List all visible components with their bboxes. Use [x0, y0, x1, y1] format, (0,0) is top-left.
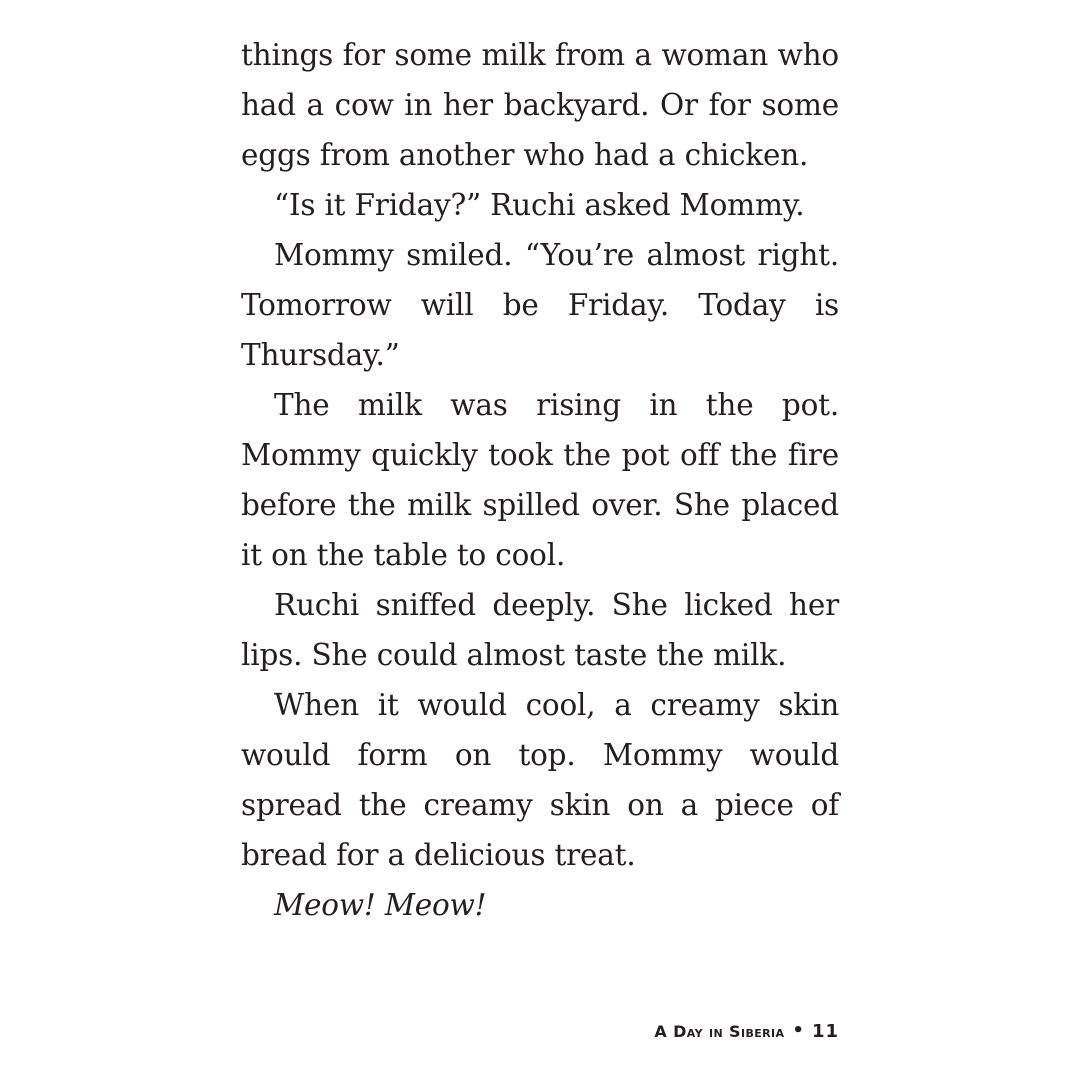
paragraph-continued: things for some milk from a woman who had a cow in her backyard. Or for some eggs from another who had a chicken.	[241, 38, 839, 172]
paragraph-meow: Meow! Meow!	[274, 888, 487, 922]
paragraph-mommy-reply: Mommy smiled. “You’re almost right. Tomorrow will be Friday. Today is Thursday.”	[241, 238, 839, 372]
page-footer	[654, 1016, 839, 1046]
separator-bullet: •	[792, 1020, 804, 1041]
running-title: A Day in Siberia	[654, 1021, 785, 1041]
paragraph-creamy-skin: When it would cool, a creamy skin would form on top. Mommy would spread the creamy skin on a piece of bread for a delicious treat.	[241, 688, 839, 872]
body-text	[241, 30, 839, 930]
paragraph-milk-rising: The milk was rising in the pot. Mommy quickly took the pot off the fire before the milk spilled over. She placed it on the table to cool.	[241, 388, 839, 572]
page-number: 11	[811, 1020, 839, 1042]
paragraph-dialogue-question: “Is it Friday?” Ruchi asked Mommy.	[274, 188, 805, 222]
paragraph-ruchi-sniffed: Ruchi sniffed deeply. She licked her lips. She could almost taste the milk.	[241, 588, 839, 672]
